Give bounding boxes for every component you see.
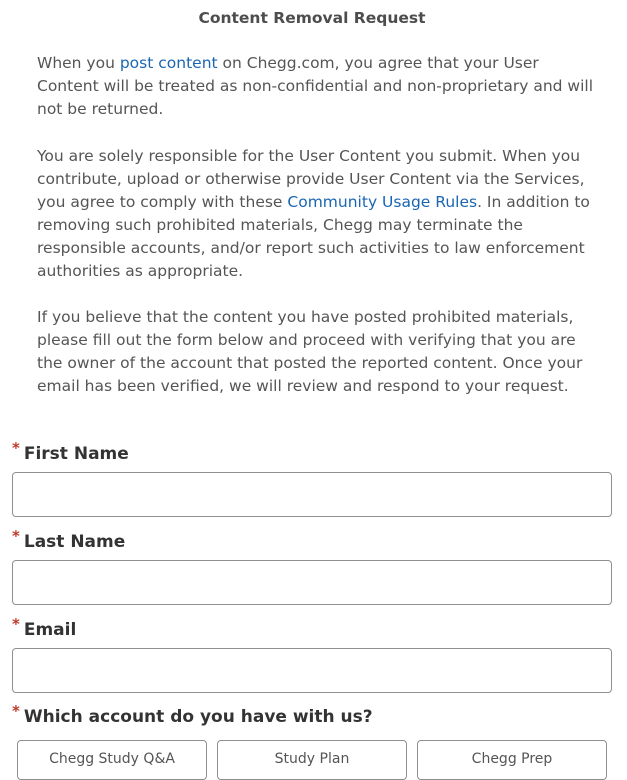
required-asterisk: * <box>12 702 20 720</box>
intro-text: When you <box>37 54 120 72</box>
email-label <box>12 615 77 641</box>
last-name-label <box>12 527 126 553</box>
first-name-input[interactable] <box>12 472 612 517</box>
account-option-chegg-study[interactable]: Chegg Study Q&A <box>17 740 207 780</box>
intro-paragraph-3 <box>37 306 597 398</box>
required-asterisk: * <box>12 615 20 633</box>
first-name-label <box>12 439 129 465</box>
page-title: Content Removal Request <box>198 9 426 27</box>
community-usage-rules-link[interactable]: Community Usage Rules <box>287 193 478 211</box>
email-label-text: Email <box>23 620 77 640</box>
intro-text: . In addition to removing such prohibited materials, Chegg may terminate the responsible accounts, and/or report such activities to law enforcement authorities as appropriate. <box>37 193 590 280</box>
account-option-chegg-prep[interactable]: Chegg Prep <box>417 740 607 780</box>
first-name-label-text: First Name <box>23 444 129 464</box>
account-options <box>17 740 607 780</box>
intro-text: on Chegg.com, you agree that your User Content will be treated as non-confidential and non-proprietary and will not be returned. <box>37 54 594 118</box>
intro-text: If you believe that the content you have posted prohibited materials, please fill out the form below and proceed with verifying that you are the owner of the account that posted the reported content. Once your email has been verified, we will review and respond to your request. <box>37 308 583 395</box>
last-name-label-text: Last Name <box>23 532 126 552</box>
required-asterisk: * <box>12 439 20 457</box>
account-question-label <box>12 702 373 728</box>
intro-text: You are solely responsible for the User Content you submit. When you contribute, upload or otherwise provide User Content via the Services, you agree to comply with these <box>37 147 585 211</box>
last-name-input[interactable] <box>12 560 612 605</box>
email-input[interactable] <box>12 648 612 693</box>
account-question-text: Which account do you have with us? <box>23 707 373 727</box>
required-asterisk: * <box>12 527 20 545</box>
post-content-link[interactable]: post content <box>119 54 218 72</box>
account-option-study-plan[interactable]: Study Plan <box>217 740 407 780</box>
intro-paragraph-1 <box>37 52 597 121</box>
intro-paragraph-2 <box>37 145 597 283</box>
